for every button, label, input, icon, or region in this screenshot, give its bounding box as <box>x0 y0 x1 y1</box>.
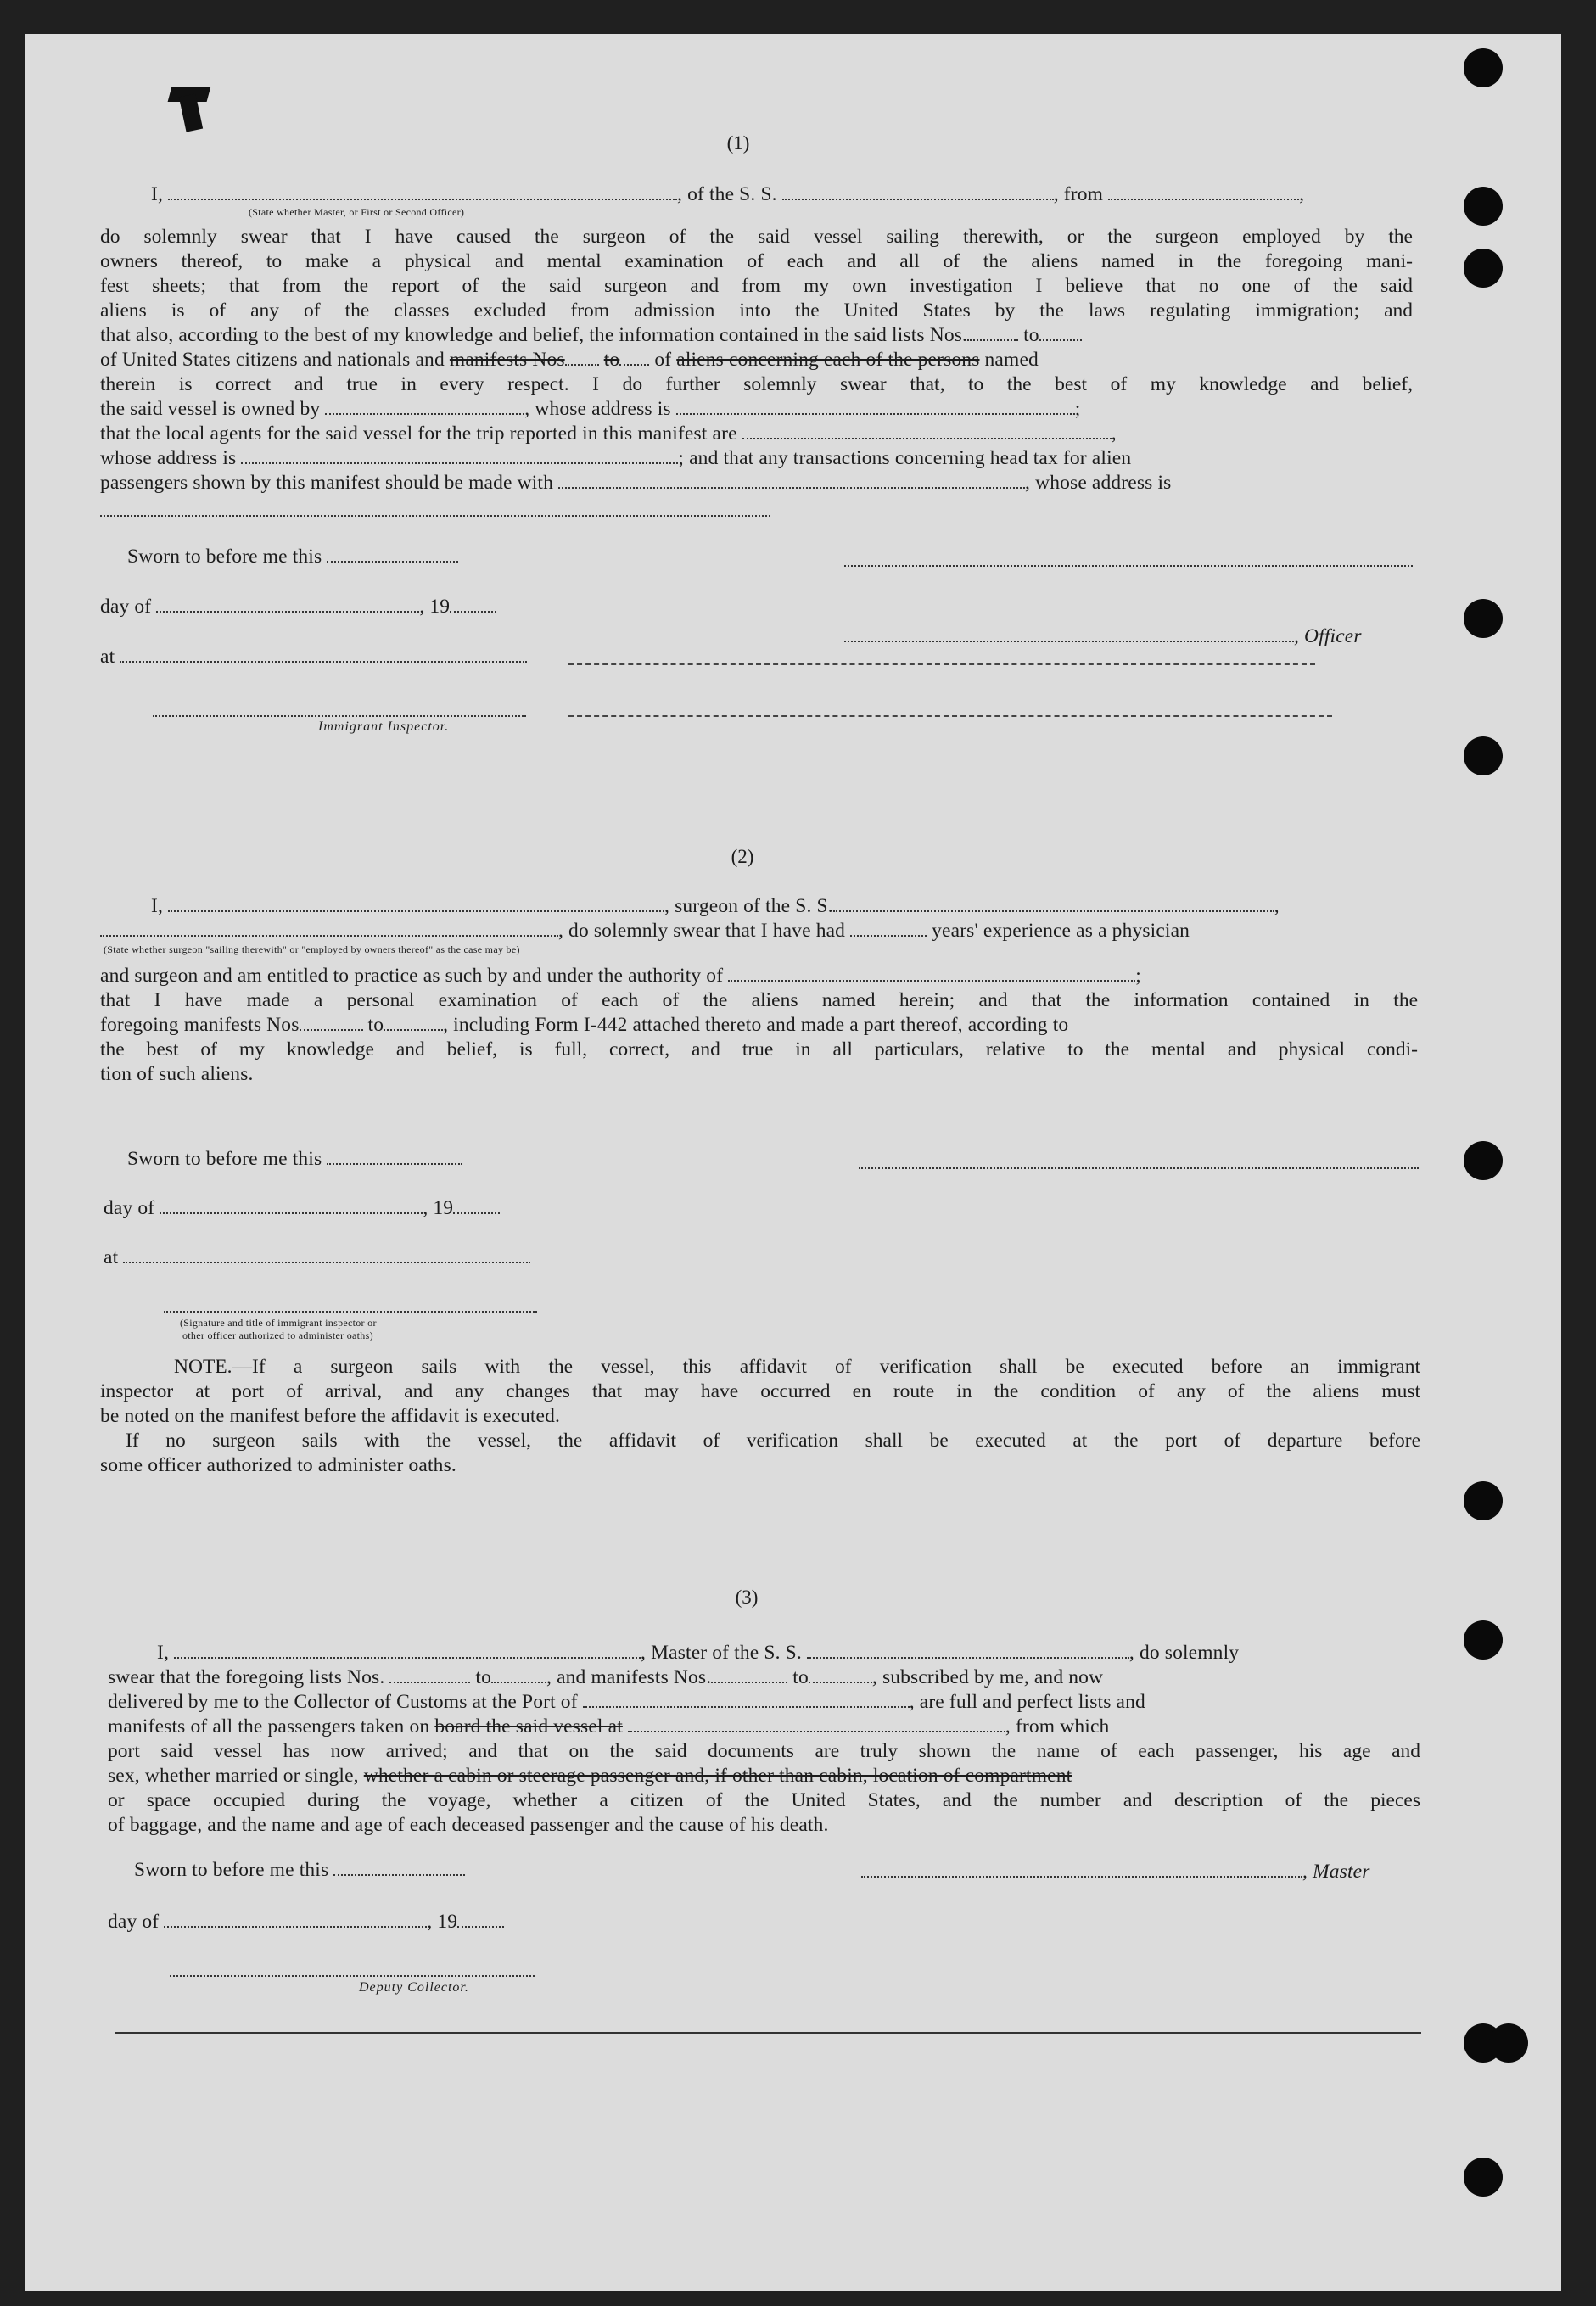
s2-line-5: foregoing manifests Nos to , including Form I-442 attached thereto and made a part thereof, according to <box>100 1014 1069 1036</box>
s2-line-3: and surgeon and am entitled to practice as such by and under the authority of ; <box>100 965 1141 987</box>
section-3-number: (3) <box>735 1587 759 1608</box>
s3-day-of: day of , 19 <box>108 1910 504 1934</box>
s2-line-7: tion of such aliens. <box>100 1063 254 1085</box>
s1-line-10: that the local agents for the said vessel for the trip reported in this manifest are , <box>100 423 1117 445</box>
s2-note-1: NOTE.—If a surgeon sails with the vessel, this affidavit of verification shall be executed before an immigrant <box>174 1356 1420 1378</box>
s3-line-7: or space occupied during the voyage, whether a citizen of the United States, and the number and description of the pieces <box>108 1789 1420 1811</box>
s3-collector-line <box>170 1975 535 1977</box>
punch-hole <box>1464 1141 1503 1180</box>
s1-officer-line: , Officer <box>844 624 1362 649</box>
s1-line-12: passengers shown by this manifest should be made with , whose address is <box>100 472 1172 494</box>
s3-line-6: sex, whether married or single, whether a cabin or steerage passenger and, if other than cabin, location of compartment <box>108 1765 1072 1787</box>
s2-note-2: inspector at port of arrival, and any changes that may have occurred en route in the condition of any of the aliens must <box>100 1380 1420 1402</box>
s1-caption-officer: (State whether Master, or First or Second Officer) <box>249 206 465 218</box>
s2-caption-surgeon: (State whether surgeon "sailing therewith" or "employed by owners thereof" as the case may be) <box>104 943 520 955</box>
s3-line-2: swear that the foregoing lists Nos. to , and manifests Nos. to , subscribed by me, and now <box>108 1666 1104 1688</box>
s2-note-4: If no surgeon sails with the vessel, the affidavit of verification shall be executed at the port of departure before <box>126 1430 1420 1452</box>
s3-collector-caption: Deputy Collector. <box>359 1980 469 1995</box>
s2-at: at <box>104 1245 530 1270</box>
s1-line-9: the said vessel is owned by , whose address is ; <box>100 398 1081 420</box>
s3-line-1: I, , Master of the S. S. , do solemnly <box>157 1642 1240 1664</box>
s1-address-line <box>100 515 770 517</box>
s2-day-of: day of , 19 <box>104 1196 500 1221</box>
s1-line-5: aliens is of any of the classes excluded from admission into the United States by the laws regulating immigration; and <box>100 299 1413 322</box>
s2-sig-caption-1: (Signature and title of immigrant inspector or <box>180 1317 377 1329</box>
punch-hole <box>1464 1481 1503 1520</box>
s1-line-2: do solemnly swear that I have caused the surgeon of the said vessel sailing therewith, or the surgeon employed by the <box>100 226 1413 248</box>
punch-hole <box>1464 187 1503 226</box>
s1-line-3: owners thereof, to make a physical and mental examination of each and all of the aliens named in the foregoing mani- <box>100 250 1413 272</box>
s1-day-of: day of , 19 <box>100 595 496 619</box>
s2-note-5: some officer authorized to administer oaths. <box>100 1454 456 1476</box>
s2-line-1: I, , surgeon of the S. S. , <box>151 895 1280 917</box>
punch-hole <box>1464 736 1503 775</box>
s3-line-4: manifests of all the passengers taken on board the said vessel at , from which <box>108 1716 1110 1738</box>
s3-line-5: port said vessel has now arrived; and that on the said documents are truly shown the name of each passenger, his age and <box>108 1740 1420 1762</box>
section-2-number: (2) <box>731 846 754 867</box>
s1-line-1: I, , of the S. S. , from , <box>151 183 1305 205</box>
s1-sworn: Sworn to before me this <box>127 545 458 569</box>
bottom-rule <box>115 2032 1421 2034</box>
s1-line-8: therein is correct and true in every respect. I do further solemnly swear that, to the best of my knowledge and belief, <box>100 373 1413 395</box>
s2-note-3: be noted on the manifest before the affidavit is executed. <box>100 1405 561 1427</box>
s1-at: at <box>100 645 527 669</box>
punch-hole <box>1464 48 1503 87</box>
s2-line-6: the best of my knowledge and belief, is full, correct, and true in all particulars, relative to the mental and physical condi- <box>100 1038 1418 1061</box>
s3-sworn: Sworn to before me this <box>134 1858 465 1883</box>
s3-line-3: delivered by me to the Collector of Customs at the Port of , are full and perfect lists and <box>108 1691 1145 1713</box>
punch-hole <box>1464 1620 1503 1660</box>
manifest-page <box>25 34 1561 2291</box>
s1-line-4: fest sheets; that from the report of the said surgeon and from my own investigation I believe that no one of the said <box>100 275 1413 297</box>
s1-line-7: of United States citizens and nationals and manifests Nos to of aliens concerning each of the persons named <box>100 349 1039 371</box>
s1-line-11: whose address is ; and that any transactions concerning head tax for alien <box>100 447 1132 469</box>
s1-signature-line <box>844 565 1413 567</box>
section-1-number: (1) <box>726 132 750 154</box>
s1-inspector-line <box>153 715 526 717</box>
s2-line-4: that I have made a personal examination of each of the aliens named herein; and that the information contained in the <box>100 989 1418 1011</box>
s1-inspector-caption: Immigrant Inspector. <box>318 719 450 734</box>
s2-line-2: , do solemnly swear that I have had years' experience as a physician <box>100 919 1190 943</box>
punch-hole <box>1489 2023 1528 2063</box>
s2-inspector-line <box>164 1311 537 1313</box>
s3-line-8: of baggage, and the name and age of each deceased passenger and the cause of his death. <box>108 1814 829 1836</box>
punch-hole <box>1464 599 1503 638</box>
s1-line-6: that also, according to the best of my knowledge and belief, the information contained in the said lists Nos. to <box>100 323 1082 348</box>
s1-dash-rule <box>568 663 1315 665</box>
s1-dash-rule <box>568 715 1332 717</box>
punch-hole <box>1464 2158 1503 2197</box>
punch-hole <box>1464 249 1503 288</box>
s2-sig-caption-2: other officer authorized to administer oaths) <box>182 1329 373 1341</box>
s2-sworn: Sworn to before me this <box>127 1147 462 1172</box>
s2-signature-line <box>859 1167 1419 1169</box>
s3-master-line: , Master <box>861 1860 1370 1884</box>
